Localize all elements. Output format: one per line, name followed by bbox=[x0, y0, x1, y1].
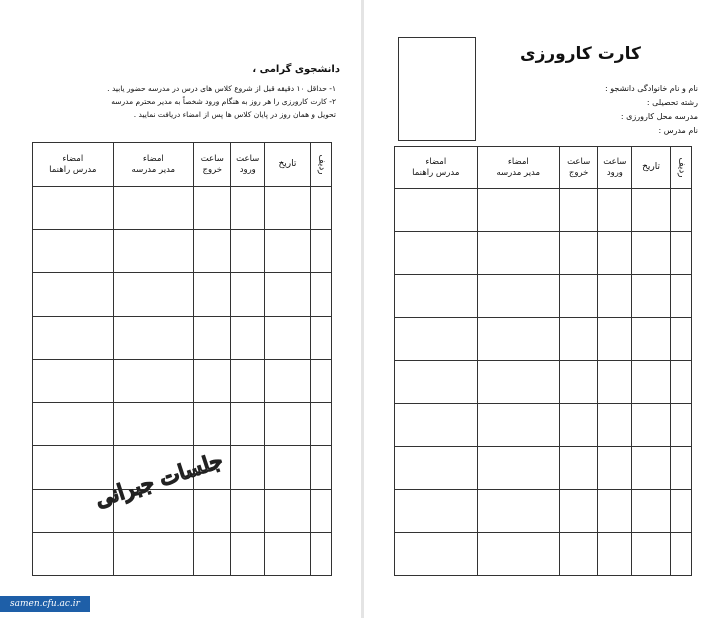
table-row bbox=[395, 404, 692, 447]
col-row: ردیف bbox=[670, 147, 691, 189]
table-row bbox=[33, 316, 332, 359]
table-row bbox=[33, 187, 332, 230]
col-entry-time: ساعت ورود bbox=[231, 143, 265, 187]
table-row bbox=[33, 403, 332, 446]
table-row bbox=[395, 361, 692, 404]
photo-box bbox=[398, 37, 476, 141]
table-row bbox=[33, 273, 332, 316]
page-fold bbox=[361, 0, 364, 618]
info-instructor: نام مدرس : bbox=[658, 126, 698, 135]
table-row bbox=[395, 533, 692, 576]
table-row bbox=[395, 318, 692, 361]
footer-link[interactable]: samen.cfu.ac.ir bbox=[0, 596, 90, 612]
info-student-name: نام و نام خانوادگی دانشجو : bbox=[605, 84, 698, 93]
card-title: کارت کارورزی bbox=[520, 44, 641, 64]
col-date: تاریخ bbox=[632, 147, 670, 189]
table-row bbox=[395, 447, 692, 490]
note-line-2: ۲- کارت کارورزی را هر روز به هنگام ورود شخصاً به مدیر محترم مدرسه bbox=[111, 97, 336, 106]
col-mentor-signature: امضاء مدرس راهنما bbox=[395, 147, 478, 189]
col-date: تاریخ bbox=[265, 143, 311, 187]
table-row bbox=[33, 230, 332, 273]
info-field-of-study: رشته تحصیلی : bbox=[646, 98, 698, 107]
col-row: ردیف bbox=[310, 143, 331, 187]
col-exit-time: ساعت خروج bbox=[194, 143, 231, 187]
attendance-table-right bbox=[394, 146, 692, 576]
student-greeting: دانشجوی گرامی ، bbox=[252, 64, 340, 75]
student-info bbox=[498, 82, 698, 138]
table-row bbox=[395, 490, 692, 533]
note-line-1: ۱- حداقل ۱۰ دقیقه قبل از شروع کلاس های درس در مدرسه حضور یابید . bbox=[107, 84, 336, 93]
attendance-table-left bbox=[32, 142, 332, 576]
table-row bbox=[395, 275, 692, 318]
col-principal-signature: امضاء مدیر مدرسه bbox=[113, 143, 194, 187]
table-row bbox=[395, 232, 692, 275]
col-principal-signature: امضاء مدیر مدرسه bbox=[477, 147, 560, 189]
info-school: مدرسه محل کارورزی : bbox=[620, 112, 698, 121]
col-mentor-signature: امضاء مدرس راهنما bbox=[33, 143, 114, 187]
col-exit-time: ساعت خروج bbox=[560, 147, 598, 189]
col-entry-time: ساعت ورود bbox=[598, 147, 632, 189]
table-row bbox=[33, 359, 332, 402]
table-row bbox=[33, 489, 332, 532]
compensatory-sessions-stamp: جلسات جبرانی bbox=[92, 447, 226, 512]
note-line-3: تحویل و همان روز در پایان کلاس ها پس از امضاء دریافت نمایید . bbox=[133, 110, 336, 119]
table-row bbox=[33, 532, 332, 575]
table-row bbox=[395, 189, 692, 232]
